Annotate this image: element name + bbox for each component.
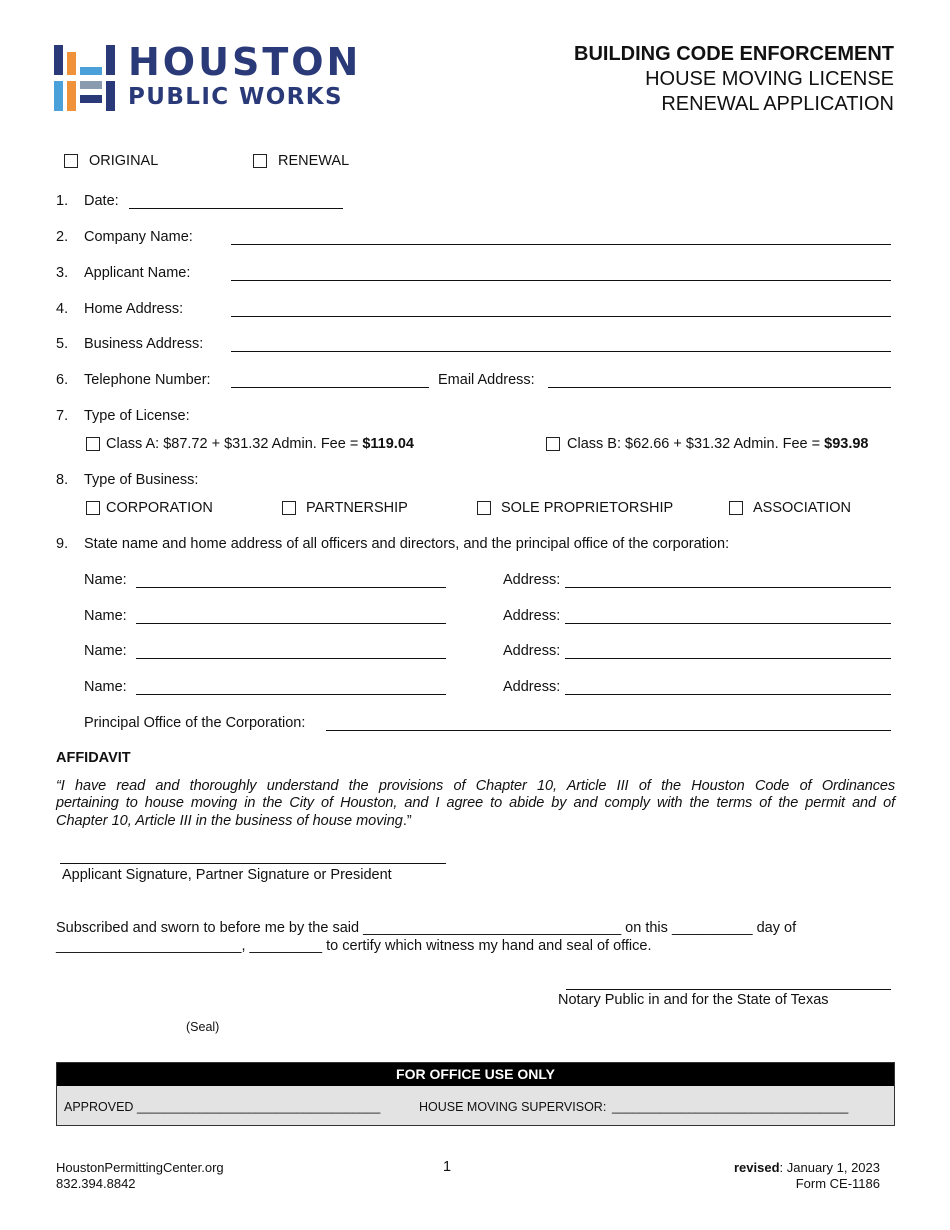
business-address-label: Business Address: — [84, 336, 204, 352]
footer-form-number: Form CE-1186 — [795, 1176, 880, 1191]
sworn-year-blank[interactable]: _________ — [249, 938, 323, 954]
sworn-text: day of — [752, 920, 797, 936]
logo-public-works-text: PUBLIC WORKS — [128, 84, 343, 110]
item-number: 9. — [56, 536, 69, 552]
home-address-label: Home Address: — [84, 301, 184, 317]
sworn-text: , — [241, 938, 250, 954]
class-b-total: $93.98 — [824, 436, 869, 452]
sworn-month-blank[interactable]: _______________________ — [56, 938, 242, 954]
company-name-label: Company Name: — [84, 229, 193, 245]
item-number: 1. — [56, 193, 69, 209]
sole-proprietorship-label: SOLE PROPRIETORSHIP — [501, 500, 674, 516]
officer-address-field-4[interactable] — [565, 694, 891, 695]
corporation-label: CORPORATION — [106, 500, 213, 516]
sworn-text: to certify which witness my hand and seal of office. — [322, 938, 652, 954]
date-label: Date: — [84, 193, 119, 209]
revised-date: : January 1, 2023 — [779, 1160, 880, 1175]
page-number: 1 — [443, 1159, 452, 1175]
officer-name-label: Name: — [84, 608, 127, 624]
officers-instruction: State name and home address of all officers and directors, and the principal office of the corporation: — [84, 536, 730, 552]
email-field[interactable] — [548, 387, 891, 388]
officer-address-field-2[interactable] — [565, 623, 891, 624]
item-number: 5. — [56, 336, 69, 352]
page-title: BUILDING CODE ENFORCEMENT — [574, 43, 894, 65]
date-field[interactable] — [129, 208, 343, 209]
affidavit-text-line-3 — [56, 813, 412, 829]
sworn-name-blank[interactable]: ________________________________ — [363, 920, 622, 936]
approved-field[interactable]: ___________________________________ — [137, 1100, 381, 1114]
affidavit-heading: AFFIDAVIT — [56, 750, 131, 766]
notary-signature-field[interactable] — [566, 989, 891, 990]
partnership-checkbox[interactable] — [282, 501, 296, 515]
office-use-box — [56, 1062, 895, 1126]
houston-logo-icon — [54, 45, 118, 111]
supervisor-field[interactable]: __________________________________ — [612, 1100, 849, 1114]
applicant-name-field[interactable] — [231, 280, 891, 281]
item-number: 6. — [56, 372, 69, 388]
renewal-label: RENEWAL — [278, 153, 350, 169]
officer-name-label: Name: — [84, 643, 127, 659]
affidavit-text-end: .” — [402, 813, 412, 829]
applicant-name-label: Applicant Name: — [84, 265, 191, 281]
principal-office-field[interactable] — [326, 730, 891, 731]
telephone-field[interactable] — [231, 387, 429, 388]
corporation-checkbox[interactable] — [86, 501, 100, 515]
officer-address-label: Address: — [503, 608, 561, 624]
item-number: 4. — [56, 301, 69, 317]
officer-name-label: Name: — [84, 679, 127, 695]
seal-label: (Seal) — [186, 1020, 220, 1034]
officer-address-field-1[interactable] — [565, 587, 891, 588]
item-number: 7. — [56, 408, 69, 424]
partnership-label: PARTNERSHIP — [306, 500, 408, 516]
officer-name-field-2[interactable] — [136, 623, 446, 624]
footer-revised — [734, 1160, 880, 1175]
email-label: Email Address: — [438, 372, 535, 388]
home-address-field[interactable] — [231, 316, 891, 317]
applicant-signature-label: Applicant Signature, Partner Signature or President — [62, 867, 392, 883]
page-subtitle-2: RENEWAL APPLICATION — [661, 93, 894, 115]
sworn-statement-line-2 — [56, 938, 652, 954]
telephone-label: Telephone Number: — [84, 372, 211, 388]
office-use-heading: FOR OFFICE USE ONLY — [57, 1063, 894, 1086]
association-label: ASSOCIATION — [753, 500, 852, 516]
class-b-checkbox[interactable] — [546, 437, 560, 451]
officer-address-field-3[interactable] — [565, 658, 891, 659]
revised-label: revised — [733, 1160, 780, 1175]
item-number: 2. — [56, 229, 69, 245]
class-a-checkbox[interactable] — [86, 437, 100, 451]
association-checkbox[interactable] — [729, 501, 743, 515]
original-checkbox[interactable] — [64, 154, 78, 168]
logo-houston-text: HOUSTON — [128, 40, 362, 84]
notary-label: Notary Public in and for the State of Texas — [558, 992, 829, 1008]
officer-address-label: Address: — [503, 679, 561, 695]
renewal-checkbox[interactable] — [253, 154, 267, 168]
sole-proprietorship-checkbox[interactable] — [477, 501, 491, 515]
original-label: ORIGINAL — [89, 153, 159, 169]
sworn-text: Subscribed and sworn to before me by the said — [56, 920, 364, 936]
company-name-field[interactable] — [231, 244, 891, 245]
class-b-text: Class B: $62.66 + $31.32 Admin. Fee = — [567, 436, 825, 452]
business-type-label: Type of Business: — [84, 472, 199, 488]
class-a-total: $119.04 — [362, 436, 414, 452]
license-type-label: Type of License: — [84, 408, 190, 424]
officer-name-label: Name: — [84, 572, 127, 588]
item-number: 3. — [56, 265, 69, 281]
officer-name-field-3[interactable] — [136, 658, 446, 659]
footer-website: HoustonPermittingCenter.org — [56, 1160, 224, 1175]
applicant-signature-field[interactable] — [60, 863, 446, 864]
affidavit-text-italic: Chapter 10, Article III in the business of house moving — [56, 813, 403, 829]
sworn-day-blank[interactable]: __________ — [671, 920, 753, 936]
page-subtitle-1: HOUSE MOVING LICENSE — [645, 68, 894, 90]
supervisor-label: HOUSE MOVING SUPERVISOR: — [419, 1100, 607, 1114]
business-address-field[interactable] — [231, 351, 891, 352]
sworn-text: on this — [621, 920, 672, 936]
officer-name-field-1[interactable] — [136, 587, 446, 588]
class-b-label — [567, 436, 869, 452]
affidavit-text-line-2: pertaining to house moving in the City of Houston, and I agree to abide by and comply with the terms of the permit and of — [56, 795, 895, 811]
affidavit-text-line-1: “I have read and thoroughly understand the provisions of Chapter 10, Article III of the Houston Code of Ordinances — [56, 778, 895, 794]
item-number: 8. — [56, 472, 69, 488]
footer-phone: 832.394.8842 — [56, 1176, 136, 1191]
officer-address-label: Address: — [503, 572, 561, 588]
officer-address-label: Address: — [503, 643, 561, 659]
sworn-statement-line-1 — [56, 920, 796, 936]
principal-office-label: Principal Office of the Corporation: — [84, 715, 306, 731]
approved-label: APPROVED — [64, 1100, 134, 1114]
class-a-text: Class A: $87.72 + $31.32 Admin. Fee = — [106, 436, 363, 452]
officer-name-field-4[interactable] — [136, 694, 446, 695]
class-a-label — [106, 436, 414, 452]
